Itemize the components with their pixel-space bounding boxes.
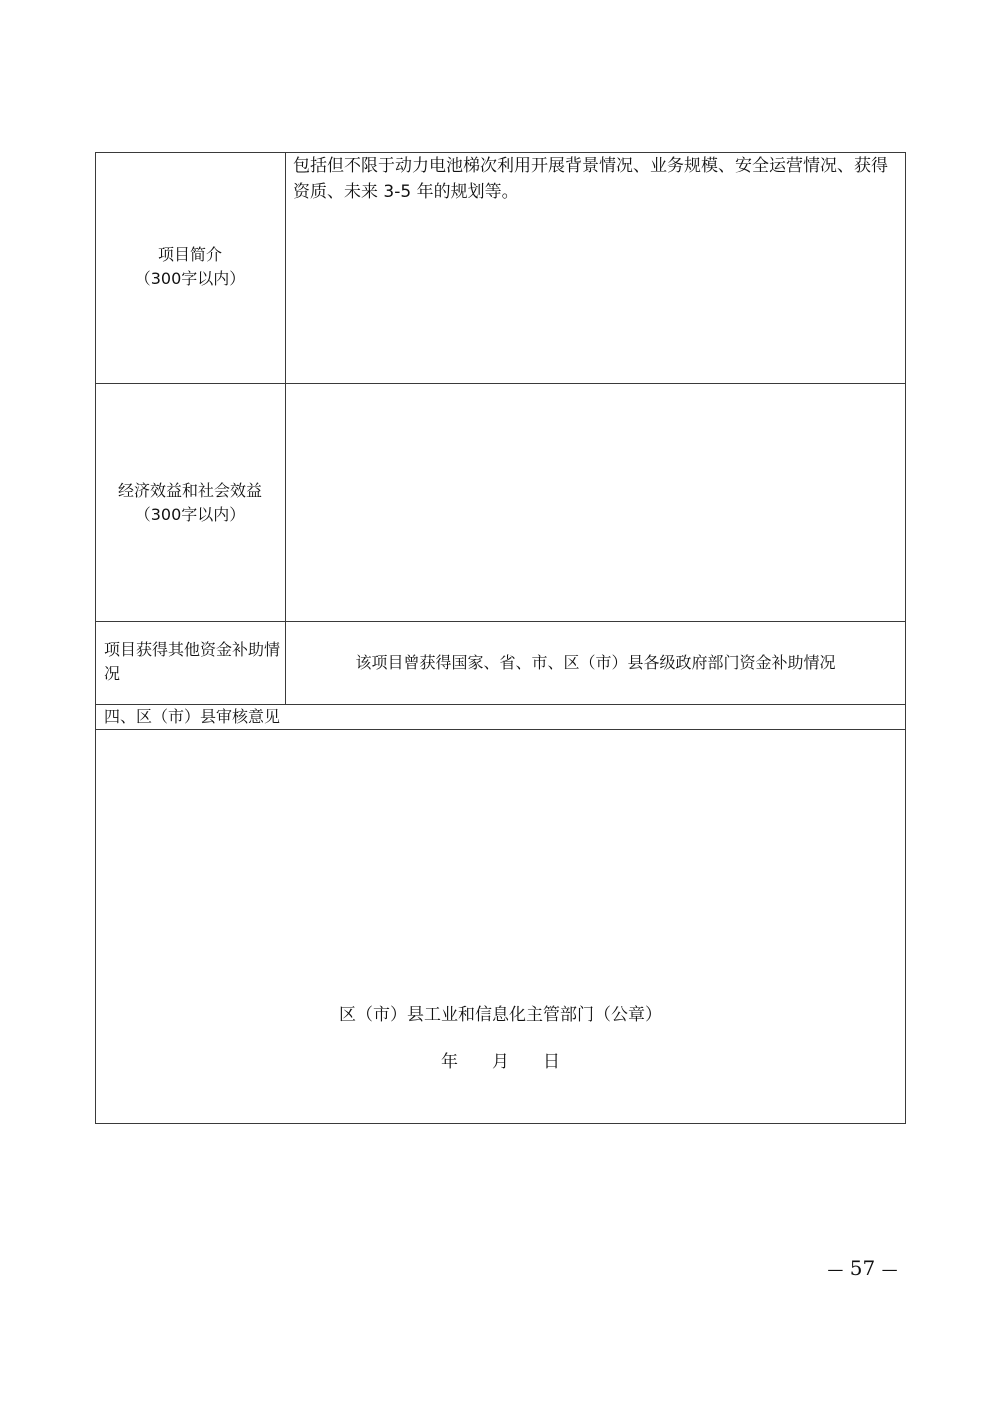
column-divider xyxy=(285,152,286,704)
signature-date xyxy=(95,1050,906,1074)
page-number-value: 57 xyxy=(849,1256,876,1280)
date-year: 年 xyxy=(441,1052,458,1072)
table-border-right xyxy=(905,152,906,1124)
page-number-right-dash: — xyxy=(881,1260,898,1279)
funding-label: 项目获得其他资金补助情况 xyxy=(104,640,281,683)
application-form-table xyxy=(95,152,906,1124)
intro-label-title: 项目简介 xyxy=(157,245,222,264)
row-divider-intro xyxy=(95,383,906,384)
table-border-left xyxy=(95,152,96,1124)
date-day: 日 xyxy=(543,1052,560,1072)
table-border-bottom xyxy=(95,1123,906,1124)
benefit-label-title: 经济效益和社会效益 xyxy=(117,481,262,500)
authority-seal-line: 区（市）县工业和信息化主管部门（公章） xyxy=(339,1005,662,1025)
row-divider-benefit xyxy=(95,621,906,622)
intro-label-limit: （300字以内） xyxy=(134,269,246,288)
page-number xyxy=(815,1254,910,1282)
intro-content: 包括但不限于动力电池梯次利用开展背景情况、业务规模、安全运营情况、获得资质、未来 3-5 年的规划等。 xyxy=(293,156,888,202)
page-number-left-dash: — xyxy=(827,1260,844,1279)
row-divider-section-title xyxy=(95,729,906,730)
date-month: 月 xyxy=(492,1052,509,1072)
benefit-label xyxy=(95,479,285,527)
funding-content: 该项目曾获得国家、省、市、区（市）县各级政府部门资金补助情况 xyxy=(355,653,836,672)
intro-label xyxy=(95,243,285,291)
review-section-title: 四、区（市）县审核意见 xyxy=(104,707,281,726)
benefit-label-limit: （300字以内） xyxy=(134,505,246,524)
